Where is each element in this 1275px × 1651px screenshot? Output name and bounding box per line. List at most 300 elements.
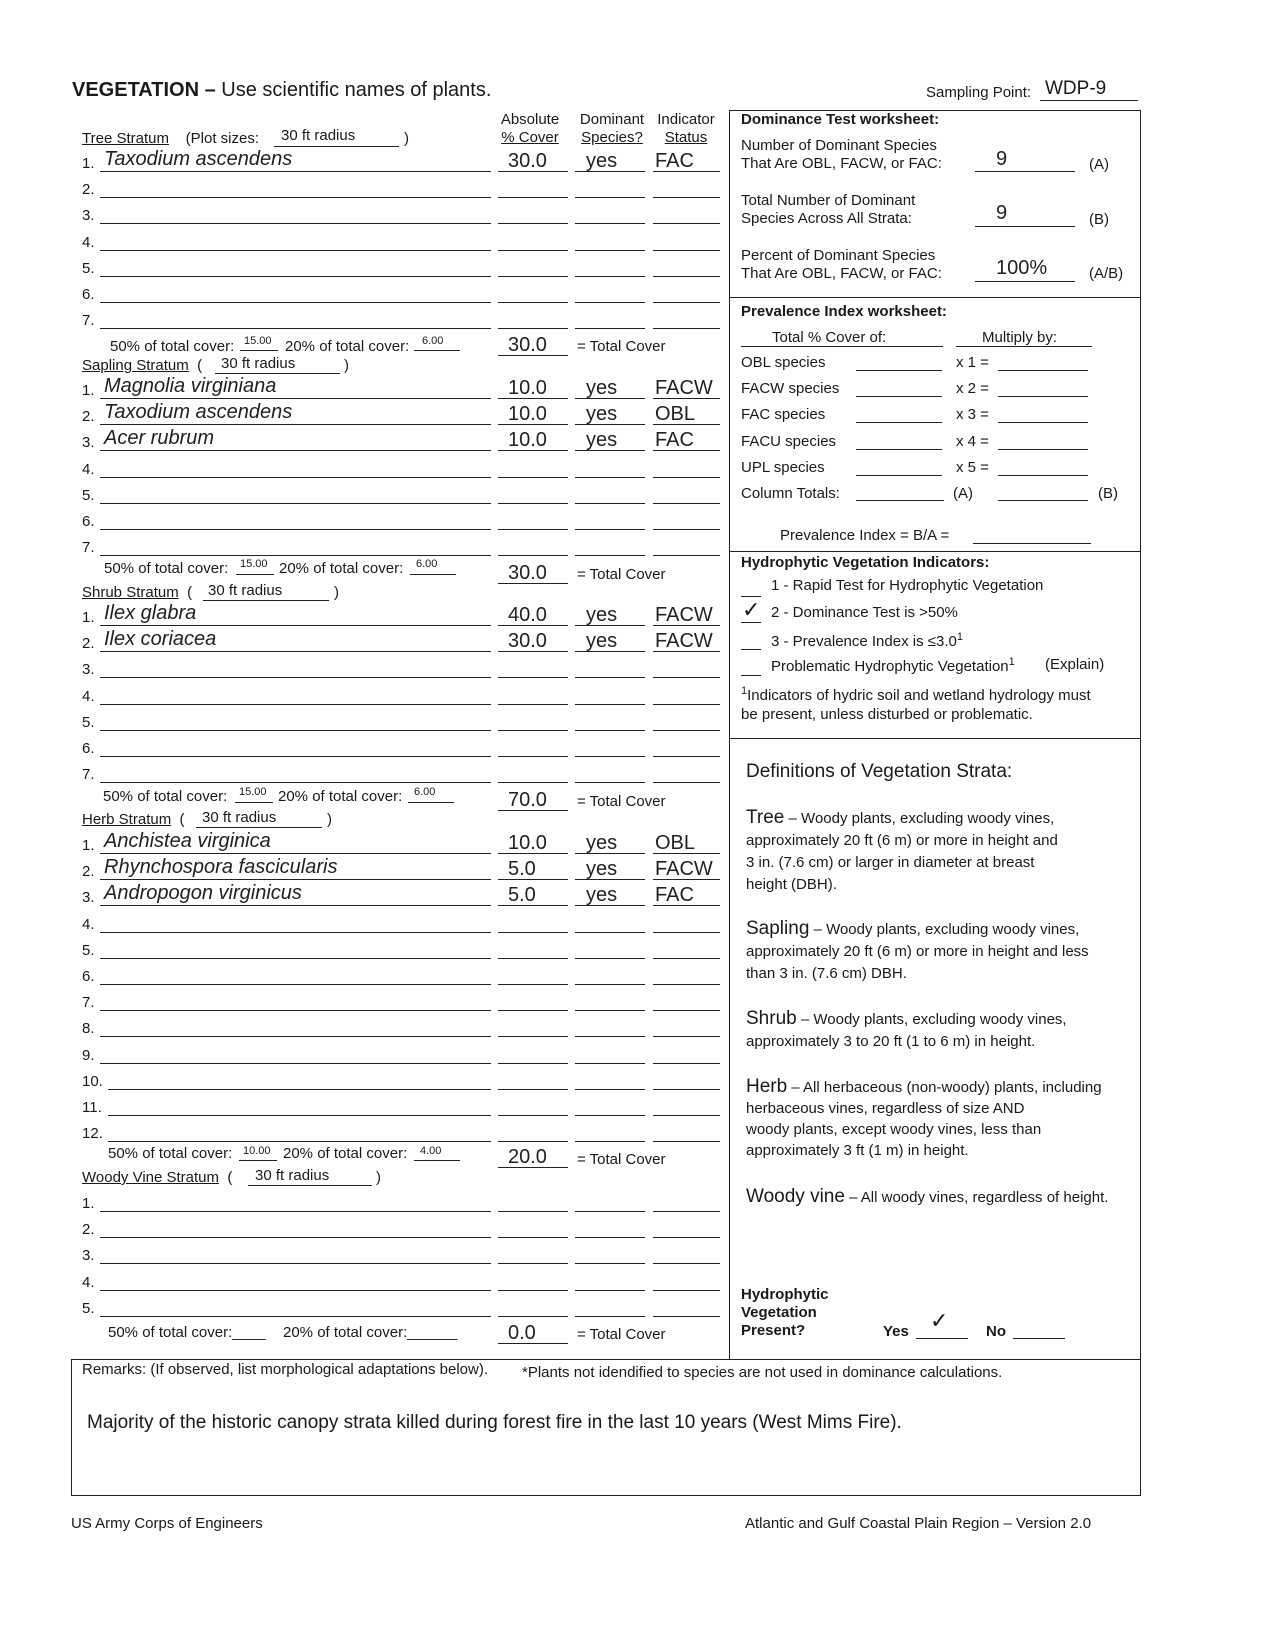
definitions-title: Definitions of Vegetation Strata: [746,761,1013,782]
prevalence-row-result-field[interactable] [998,370,1088,371]
indicators-footnote-sup: 1 [741,685,748,697]
shrub-twenty-value[interactable]: 6.00 [414,786,436,798]
woody_vine-dominant-field[interactable] [575,1263,645,1264]
shrub-fifty-value[interactable]: 15.00 [239,786,267,798]
col-dominant-header [575,111,649,147]
def-herb-term: Herb [746,1076,788,1097]
sapling-twenty-label: 20% of total cover: [279,560,404,577]
herb-species-field[interactable] [108,1089,491,1090]
tree-species-cover[interactable]: 30.0 [508,150,547,172]
tree-twenty-label: 20% of total cover: [285,338,410,355]
sapling-dominant-field[interactable] [575,529,645,530]
woody_vine-dominant-field[interactable] [575,1316,645,1317]
sapling-cover-field[interactable] [498,503,568,504]
shrub-species-dominant[interactable]: yes [586,630,618,653]
herb-species-cover[interactable]: 10.0 [508,832,547,854]
herb-dominant-field[interactable] [575,1141,645,1142]
present-no-field[interactable] [1013,1338,1065,1339]
sapling-species-field[interactable] [100,424,491,425]
herb-indicator-field[interactable] [653,958,720,959]
shrub-twenty-label: 20% of total cover: [278,788,403,805]
woody_vine-indicator-field[interactable] [653,1316,720,1317]
herb-row-number: 8. [82,1020,95,1038]
remarks-text[interactable]: Majority of the historic canopy strata killed during forest fire in the last 10 years (West Mims Fire). [87,1412,902,1433]
herb-species-field[interactable] [100,984,491,985]
indicator-4-text-wrap [771,656,1015,675]
shrub-twenty-underline [408,802,454,803]
sapling-close: ) [344,357,349,374]
sapling-open: ( [197,357,203,374]
tree-twenty-value[interactable]: 6.00 [422,335,444,347]
def-sapling-line2: approximately 20 ft (6 m) or more in height and less [746,943,1089,960]
present-yes-label: Yes [883,1323,909,1340]
woody_vine-cover-field[interactable] [498,1290,568,1291]
indicator-2-check-mark: ✓ [742,597,761,622]
sapling-species-cover[interactable]: 10.0 [508,403,547,426]
dominance-ab-label [741,247,942,283]
herb-species-name[interactable]: Rhynchospora fascicularis [104,856,338,879]
woody_vine-row-number: 4. [82,1273,95,1291]
indicator-2-checkbox[interactable] [741,622,761,623]
tree-indicator-field[interactable] [653,302,720,303]
herb-cover-field[interactable] [498,1141,568,1142]
sapling-species-field[interactable] [100,450,491,451]
woody_vine-species-field[interactable] [100,1263,491,1264]
herb-indicator-field[interactable] [653,1036,720,1037]
woody_vine-species-field[interactable] [100,1237,491,1238]
def-shrub-term: Shrub [746,1008,797,1029]
def-herb-line4: approximately 3 ft (1 m) in height. [746,1142,969,1159]
sampling-point-value[interactable]: WDP-9 [1045,78,1107,99]
dominance-a-line1: Number of Dominant Species [741,137,937,154]
herb-species-field[interactable] [108,1115,491,1116]
sapling-species-status[interactable]: FAC [655,429,694,452]
tree-indicator-field[interactable] [653,197,720,198]
tree-twenty-underline [414,350,460,351]
shrub-dominant-field[interactable] [575,782,645,783]
prevalence-row-cover-field[interactable] [856,396,942,397]
shrub-cover-field[interactable] [498,782,568,783]
herb-total-underline [498,1167,568,1168]
woody_vine-species-field[interactable] [100,1290,491,1291]
woody_vine-species-field[interactable] [100,1316,491,1317]
indicator-3-text: 3 - Prevalence Index is ≤3.0 [771,633,957,650]
tree-plot-close: ) [404,130,409,147]
indicator-4-checkbox[interactable] [741,675,761,676]
col-indicator-line2: Status [664,129,708,146]
dominance-a-value[interactable]: 9 [996,148,1008,170]
prevalence-total-b-tag: (B) [1098,485,1118,502]
sapling-twenty-value[interactable]: 6.00 [416,558,438,570]
shrub-species-field[interactable] [100,625,491,626]
tree-plot-value[interactable]: 30 ft radius [281,127,356,144]
herb-species-field[interactable] [100,905,491,906]
dominance-b-line1: Total Number of Dominant [741,192,916,209]
herb-indicator-field[interactable] [653,1141,720,1142]
shrub-dominant-field[interactable] [575,677,645,678]
vine-total-underline [498,1343,568,1344]
shrub-species-field[interactable] [100,730,491,731]
tree-cover-field[interactable] [498,328,568,329]
sapling-species-field[interactable] [100,555,491,556]
sapling-species-field[interactable] [100,503,491,504]
woody_vine-species-field[interactable] [100,1211,491,1212]
herb-species-dominant[interactable]: yes [586,832,618,854]
shrub-species-status[interactable]: FACW [655,604,713,626]
herb-row-number: 10. [82,1072,103,1090]
herb-indicator-field[interactable] [653,1010,720,1011]
herb-species-field[interactable] [100,853,491,854]
tree-cover-field[interactable] [498,276,568,277]
prevalence-title: Prevalence Index worksheet: [741,303,947,320]
herb-row-number: 5. [82,941,95,959]
herb-dominant-field[interactable] [575,1010,645,1011]
herb-species-name[interactable]: Anchistea virginica [104,830,271,852]
herb-species-name[interactable]: Andropogon virginicus [104,882,302,905]
tree-total-value[interactable]: 30.0 [508,334,547,356]
shrub-cover-field[interactable] [498,730,568,731]
remarks-label: Remarks: (If observed, list morphological adaptations below). [82,1361,489,1378]
sapling-plot-underline [215,373,340,374]
sapling-fifty-value[interactable]: 15.00 [240,558,268,570]
present-yes-field[interactable] [916,1338,968,1339]
tree-dominant-field[interactable] [575,250,645,251]
tree-species-name[interactable]: Taxodium ascendens [104,148,293,170]
present-no-label: No [986,1323,1006,1340]
def-sapling-line1: – Woody plants, excluding woody vines, [813,921,1080,938]
def-herb-line1: – All herbaceous (non-woody) plants, including [791,1079,1102,1096]
col-absolute-line2: % Cover [501,129,559,146]
shrub-dominant-field[interactable] [575,730,645,731]
tree-fifty-value[interactable]: 15.00 [244,335,272,347]
shrub-dominant-field[interactable] [575,756,645,757]
tree-species-field[interactable] [100,171,491,172]
herb-species-field[interactable] [100,1063,491,1064]
sapling-plot-value[interactable]: 30 ft radius [221,355,296,372]
prevalence-row-result-field[interactable] [998,396,1088,397]
sapling-row-number: 1. [82,382,95,399]
tree-species-field[interactable] [100,223,491,224]
shrub-indicator-field[interactable] [653,704,720,705]
col-absolute-line1: Absolute [500,111,560,128]
shrub-fifty-label: 50% of total cover: [103,788,228,805]
herb-row-number: 2. [82,863,95,881]
prevalence-row-multiplier: x 5 = [956,458,989,476]
herb-species-field[interactable] [100,879,491,880]
herb-dominant-field[interactable] [575,958,645,959]
shrub-stratum-header [82,584,192,601]
tree-species-status[interactable]: FAC [655,150,694,172]
sapling-species-status[interactable]: OBL [655,403,696,426]
herb-indicator-field[interactable] [653,984,720,985]
dominance-a-tag: (A) [1089,156,1109,173]
sapling-row-number: 6. [82,513,95,530]
herb-indicator-field[interactable] [653,1115,720,1116]
tree-dominant-field[interactable] [575,197,645,198]
herb-cover-field[interactable] [498,932,568,933]
def-herb-line2: herbaceous vines, regardless of size AND [746,1100,1025,1117]
sapling-dominant-field[interactable] [575,555,645,556]
def-shrub-line2: approximately 3 to 20 ft (1 to 6 m) in height. [746,1033,1036,1050]
shrub-indicator-field[interactable] [653,730,720,731]
herb-dominant-field[interactable] [575,932,645,933]
herb-stratum-header [82,811,185,828]
shrub-indicator-field[interactable] [653,782,720,783]
herb-species-status[interactable]: OBL [655,832,696,854]
tree-species-field[interactable] [100,250,491,251]
woody_vine-indicator-field[interactable] [653,1290,720,1291]
woody_vine-cover-field[interactable] [498,1237,568,1238]
herb-cover-field[interactable] [498,1036,568,1037]
tree-cover-field[interactable] [498,302,568,303]
prevalence-total-a-tag: (A) [953,485,973,502]
sapling-species-field[interactable] [100,529,491,530]
dominance-a-label [741,137,942,173]
shrub-species-field[interactable] [100,677,491,678]
prevalence-col2: Multiply by: [982,329,1058,346]
dominance-ab-underline [975,281,1075,282]
tree-species-field[interactable] [100,302,491,303]
herb-open: ( [179,811,185,828]
present-label-line2: Vegetation [741,1304,817,1321]
herb-species-dominant[interactable]: yes [586,858,618,881]
shrub-species-dominant[interactable]: yes [586,604,618,626]
shrub-row-number: 1. [82,609,95,626]
sapling-species-status[interactable]: FACW [655,377,713,399]
tree-indicator-field[interactable] [653,276,720,277]
tree-indicator-field[interactable] [653,223,720,224]
herb-species-field[interactable] [100,1036,491,1037]
tree-species-field[interactable] [100,197,491,198]
shrub-species-name[interactable]: Ilex coriacea [104,628,217,651]
herb-species-field[interactable] [100,932,491,933]
shrub-species-status[interactable]: FACW [655,630,713,653]
prevalence-row-multiplier: x 2 = [956,380,989,398]
herb-cover-field[interactable] [498,1010,568,1011]
vine-total-value[interactable]: 0.0 [508,1322,536,1344]
present-yes-check: ✓ [930,1308,949,1333]
herb-dominant-field[interactable] [575,1063,645,1064]
herb-indicator-field[interactable] [653,1089,720,1090]
sapling-indicator-field[interactable] [653,477,720,478]
prevalence-row-multiplier: x 1 = [956,354,989,371]
vine-close: ) [376,1169,381,1186]
tree-row-number: 2. [82,181,95,199]
herb-species-status[interactable]: FACW [655,858,713,881]
col-indicator-header [652,111,720,147]
dominance-a-underline [975,171,1075,172]
vine-plot-underline [248,1185,372,1186]
prevalence-total-b-field[interactable] [998,500,1088,501]
woody_vine-dominant-field[interactable] [575,1237,645,1238]
herb-row-number: 4. [82,915,95,933]
herb-cover-field[interactable] [498,984,568,985]
tree-stratum-header [82,130,259,147]
sapling-indicator-field[interactable] [653,529,720,530]
shrub-species-field[interactable] [100,782,491,783]
form-title-rest: Use scientific names of plants. [215,79,492,101]
sapling-species-name[interactable]: Acer rubrum [104,427,215,450]
shrub-cover-field[interactable] [498,756,568,757]
herb-indicator-field[interactable] [653,1063,720,1064]
shrub-row-number: 3. [82,661,95,679]
vine-plot-value[interactable]: 30 ft radius [255,1167,330,1184]
frame-right [1140,110,1141,1496]
shrub-species-name[interactable]: Ilex glabra [104,602,197,624]
sapling-species-name[interactable]: Taxodium ascendens [104,401,293,424]
tree-species-dominant[interactable]: yes [586,150,618,172]
herb-dominant-field[interactable] [575,1115,645,1116]
prevalence-row-label: FACW species [741,380,840,398]
shrub-cover-field[interactable] [498,677,568,678]
herb-dominant-field[interactable] [575,1089,645,1090]
woody_vine-cover-field[interactable] [498,1316,568,1317]
sapling-species-dominant[interactable]: yes [586,403,618,426]
herb-cover-field[interactable] [498,958,568,959]
form-title [72,79,491,102]
shrub-plot-value[interactable]: 30 ft radius [208,582,283,599]
woody_vine-cover-field[interactable] [498,1263,568,1264]
herb-cover-field[interactable] [498,1089,568,1090]
herb-species-cover[interactable]: 5.0 [508,858,536,881]
sapling-total-value[interactable]: 30.0 [508,562,547,584]
herb-species-field[interactable] [100,1010,491,1011]
present-label-line3: Present? [741,1322,806,1339]
prevalence-totals-label: Column Totals: [741,485,840,502]
tree-fifty-label: 50% of total cover: [110,338,235,355]
woody_vine-cover-field[interactable] [498,1211,568,1212]
sapling-indicator-field[interactable] [653,503,720,504]
herb-species-status[interactable]: FAC [655,884,694,907]
indicator-3-checkbox[interactable] [741,649,761,650]
herb-indicator-field[interactable] [653,932,720,933]
def-tree [746,807,1058,896]
woody_vine-indicator-field[interactable] [653,1211,720,1212]
shrub-indicator-field[interactable] [653,756,720,757]
tree-species-field[interactable] [100,328,491,329]
dominance-ab-line1: Percent of Dominant Species [741,247,936,264]
herb-twenty-value[interactable]: 4.00 [420,1145,442,1157]
sapling-row-number: 4. [82,460,95,478]
sapling-species-cover[interactable]: 10.0 [508,429,547,452]
woody_vine-indicator-field[interactable] [653,1237,720,1238]
tree-species-field[interactable] [100,276,491,277]
sapling-species-name[interactable]: Magnolia virginiana [104,375,277,397]
shrub-species-field[interactable] [100,651,491,652]
sapling-row-number: 2. [82,408,95,426]
sapling-species-dominant[interactable]: yes [586,429,618,452]
tree-cover-field[interactable] [498,250,568,251]
herb-total-value[interactable]: 20.0 [508,1146,547,1168]
herb-fifty-value[interactable]: 10.00 [243,1145,271,1157]
herb-twenty-label: 20% of total cover: [283,1145,408,1162]
tree-total-label: = Total Cover [577,338,666,355]
herb-row-number: 6. [82,968,95,985]
prevalence-row-cover-field[interactable] [856,370,942,371]
herb-species-field[interactable] [108,1141,491,1142]
dominance-a-line2: That Are OBL, FACW, or FAC: [741,155,942,172]
def-herb [746,1076,1102,1161]
tree-cover-field[interactable] [498,223,568,224]
dominance-b-line2: Species Across All Strata: [741,210,912,227]
divider-definitions [729,738,1141,739]
prevalence-total-a-field[interactable] [856,500,944,501]
herb-plot-value[interactable]: 30 ft radius [202,809,277,826]
tree-cover-field[interactable] [498,197,568,198]
prevalence-row-cover-field[interactable] [856,475,942,476]
shrub-species-cover[interactable]: 40.0 [508,604,547,626]
herb-species-dominant[interactable]: yes [586,884,618,907]
indicator-1-text: 1 - Rapid Test for Hydrophytic Vegetation [771,577,1044,594]
sapling-cover-field[interactable] [498,477,568,478]
sapling-dominant-field[interactable] [575,477,645,478]
shrub-dominant-field[interactable] [575,704,645,705]
woody_vine-row-number: 5. [82,1299,95,1317]
herb-row-number: 9. [82,1046,95,1064]
sapling-indicator-field[interactable] [653,555,720,556]
sapling-species-field[interactable] [100,398,491,399]
herb-dominant-field[interactable] [575,984,645,985]
prevalence-index-field[interactable] [973,543,1091,544]
tree-plot-underline [274,146,399,147]
dominance-ab-line2: That Are OBL, FACW, or FAC: [741,265,942,282]
herb-twenty-underline [414,1160,460,1161]
prevalence-row-label: FAC species [741,406,826,424]
tree-dominant-field[interactable] [575,223,645,224]
herb-dominant-field[interactable] [575,1036,645,1037]
herb-cover-field[interactable] [498,1115,568,1116]
tree-indicator-field[interactable] [653,328,720,329]
sapling-dominant-field[interactable] [575,503,645,504]
shrub-species-cover[interactable]: 30.0 [508,630,547,653]
prevalence-row-cover-field[interactable] [856,422,942,423]
sapling-cover-field[interactable] [498,555,568,556]
prevalence-row-cover-field[interactable] [856,449,942,450]
woody_vine-dominant-field[interactable] [575,1290,645,1291]
woody_vine-dominant-field[interactable] [575,1211,645,1212]
shrub-stratum-label: Shrub Stratum [82,584,179,601]
indicator-4-text: Problematic Hydrophytic Vegetation [771,658,1009,675]
tree-dominant-field[interactable] [575,276,645,277]
divider-prevalence [729,297,1141,298]
shrub-row-number: 2. [82,635,95,653]
sapling-cover-field[interactable] [498,529,568,530]
tree-dominant-field[interactable] [575,328,645,329]
herb-species-field[interactable] [100,958,491,959]
prevalence-row-result-field[interactable] [998,475,1088,476]
shrub-indicator-field[interactable] [653,677,720,678]
tree-indicator-field[interactable] [653,250,720,251]
tree-row-number: 5. [82,259,95,277]
sapling-species-dominant[interactable]: yes [586,377,618,399]
shrub-species-field[interactable] [100,756,491,757]
woody_vine-indicator-field[interactable] [653,1263,720,1264]
sapling-species-cover[interactable]: 10.0 [508,377,547,399]
shrub-cover-field[interactable] [498,704,568,705]
shrub-total-value[interactable]: 70.0 [508,789,547,811]
herb-cover-field[interactable] [498,1063,568,1064]
prevalence-row-result-field[interactable] [998,422,1088,423]
dominance-b-value[interactable]: 9 [996,202,1008,224]
prevalence-row-result-field[interactable] [998,449,1088,450]
herb-species-cover[interactable]: 5.0 [508,884,536,907]
shrub-species-field[interactable] [100,704,491,705]
dominance-title: Dominance Test worksheet: [741,111,940,128]
tree-dominant-field[interactable] [575,302,645,303]
sapling-species-field[interactable] [100,477,491,478]
dominance-ab-value[interactable]: 100% [996,257,1048,279]
sapling-fifty-underline [236,574,274,575]
